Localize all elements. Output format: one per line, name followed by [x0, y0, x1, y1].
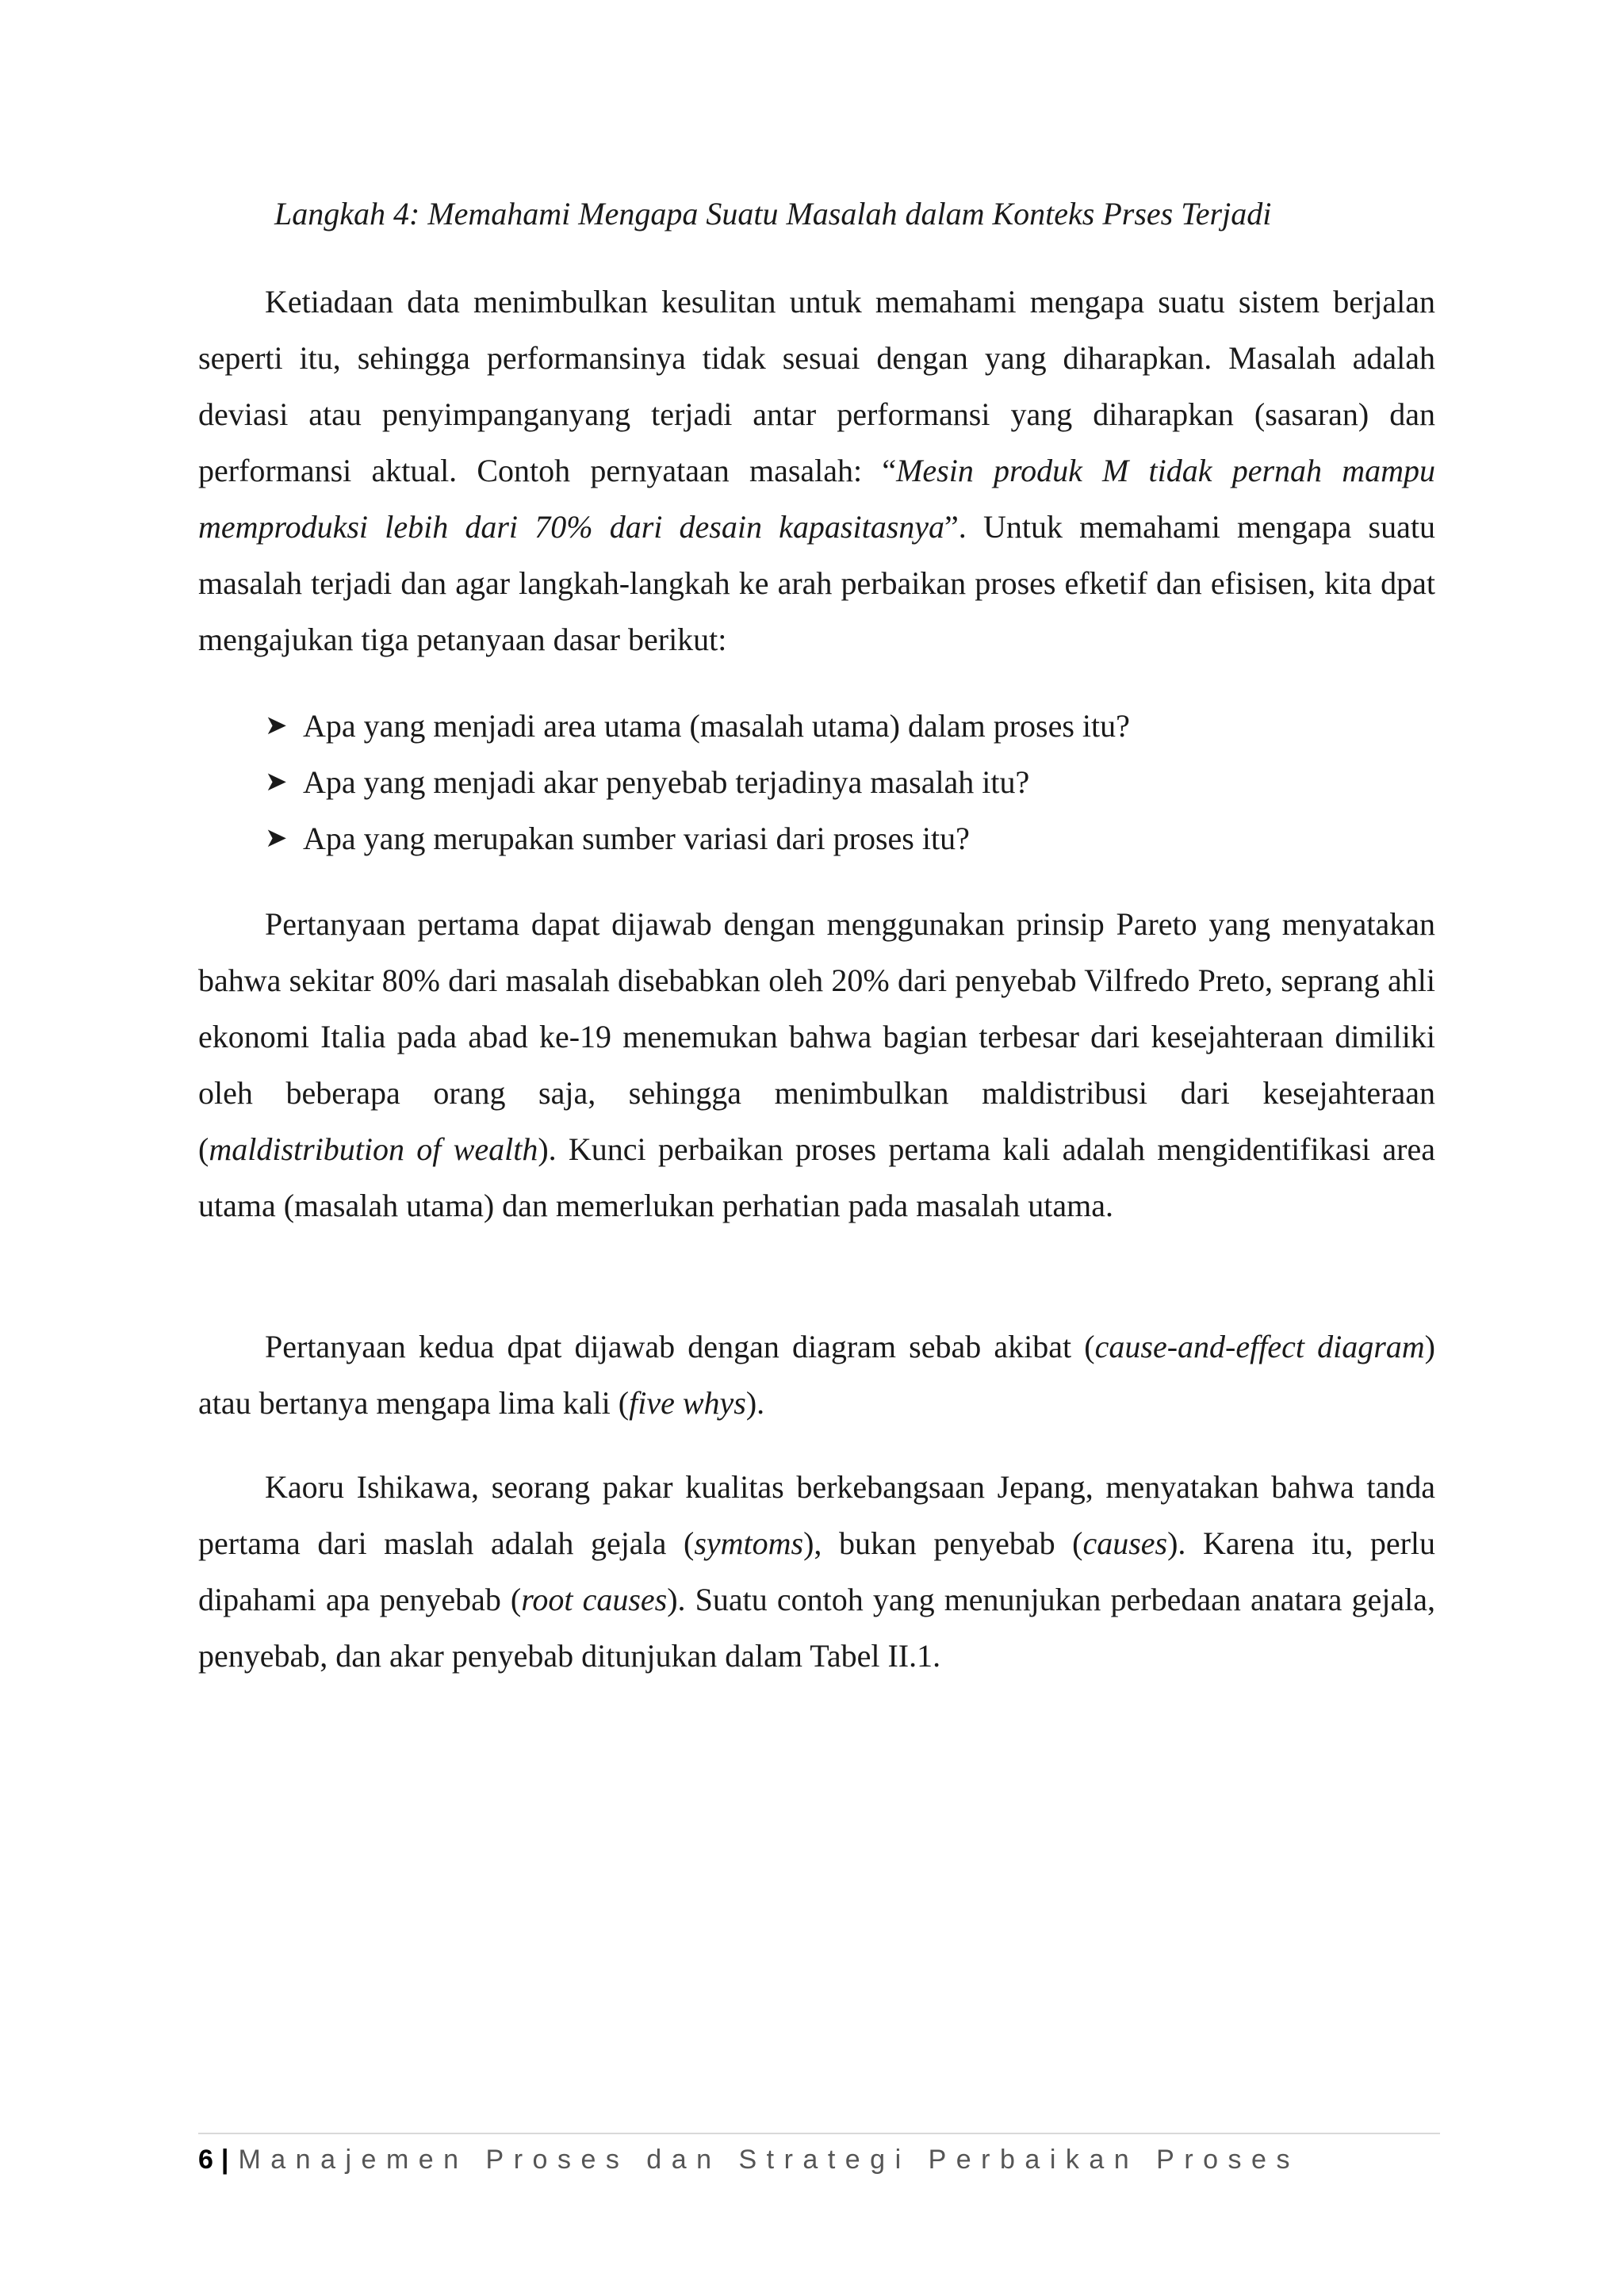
paragraph-4-text-b: ), bukan penyebab ( — [803, 1525, 1083, 1561]
paragraph-4-emphasis-2: causes — [1082, 1525, 1168, 1561]
list-item — [265, 810, 1130, 867]
list-item — [265, 754, 1130, 810]
paragraph-4-emphasis-1: symtoms — [694, 1525, 804, 1561]
paragraph-3-text-c: ). — [745, 1385, 765, 1421]
arrow-bullet-icon: ➤ — [265, 711, 288, 740]
paragraph-4 — [198, 1459, 1435, 1684]
paragraph-4-text-c: ). Karena itu, perlu dipahami apa penyebab ( — [198, 1525, 1436, 1617]
paragraph-2-text-b: ). Kunci perbaikan proses pertama kali adalah mengidentifikasi area utama (masalah utama) dan memerlukan perhatian pada masalah utama. — [198, 1131, 1435, 1223]
list-item-text: Apa yang menjadi area utama (masalah utama) dalam proses itu? — [303, 708, 1130, 744]
paragraph-3-text-b: ) atau bertanya mengapa lima kali ( — [198, 1329, 1435, 1421]
paragraph-3 — [198, 1318, 1435, 1431]
paragraph-1-text-a: Ketiadaan data menimbulkan kesulitan untuk memahami mengapa suatu sistem berjalan seperti itu, sehingga performansinya tidak sesuai dengan yang diharapkan. Masalah adalah deviasi atau penyimpanganyang terjadi antar performansi yang diharapkan (sasaran) dan performansi aktual. Contoh pernyataan masalah: “ — [198, 284, 1435, 488]
arrow-bullet-icon: ➤ — [265, 824, 288, 853]
paragraph-4-emphasis-3: root causes — [521, 1582, 668, 1617]
page-number: 6 — [198, 2145, 213, 2175]
paragraph-1 — [198, 274, 1435, 668]
section-heading: Langkah 4: Memahami Mengapa Suatu Masalah dalam Konteks Prses Terjadi — [274, 196, 1272, 232]
list-item-text: Apa yang merupakan sumber variasi dari proses itu? — [303, 821, 970, 856]
paragraph-2-emphasis: maldistribution of wealth — [209, 1131, 538, 1167]
list-item-text: Apa yang menjadi akar penyebab terjadinya masalah itu? — [303, 764, 1030, 800]
paragraph-4-text-a: Kaoru Ishikawa, seorang pakar kualitas berkebangsaan Jepang, menyatakan bahwa tanda pertama dari maslah adalah gejala ( — [198, 1469, 1435, 1561]
paragraph-2 — [198, 896, 1435, 1234]
arrow-bullet-icon: ➤ — [265, 767, 288, 797]
footer-separator: | — [220, 2145, 229, 2175]
paragraph-4-text-d: ). Suatu contoh yang menunjukan perbedaan anatara gejala, penyebab, dan akar penyebab ditunjukan dalam Tabel II.1. — [198, 1582, 1436, 1674]
running-title: Manajemen Proses dan Strategi Perbaikan Proses — [238, 2145, 1300, 2175]
footer-divider — [198, 2133, 1440, 2134]
paragraph-2-text-a: Pertanyaan pertama dapat dijawab dengan menggunakan prinsip Pareto yang menyatakan bahwa sekitar 80% dari masalah disebabkan oleh 20% dari penyebab Vilfredo Preto, seprang ahli ekonomi Italia pada abad ke-19 menemukan bahwa bagian terbesar dari kesejahteraan dimiliki oleh beberapa orang saja, sehingga menimbulkan maldistribusi dari kesejahteraan ( — [198, 906, 1435, 1167]
question-list — [265, 698, 1130, 867]
paragraph-3-text-a: Pertanyaan kedua dpat dijawab dengan diagram sebab akibat ( — [265, 1329, 1095, 1364]
paragraph-1-quote: Mesin produk M tidak pernah mampu memproduksi lebih dari 70% dari desain kapasitasnya — [198, 453, 1435, 545]
paragraph-3-emphasis-2: five whys — [629, 1385, 746, 1421]
paragraph-1-text-b: ”. Untuk memahami mengapa suatu masalah terjadi dan agar langkah-langkah ke arah perbaikan proses efketif dan efisisen, kita dpat mengajukan tiga petanyaan dasar berikut: — [198, 509, 1435, 657]
list-item — [265, 698, 1130, 754]
page-footer — [198, 2145, 1300, 2175]
paragraph-3-emphasis-1: cause-and-effect diagram — [1094, 1329, 1425, 1364]
